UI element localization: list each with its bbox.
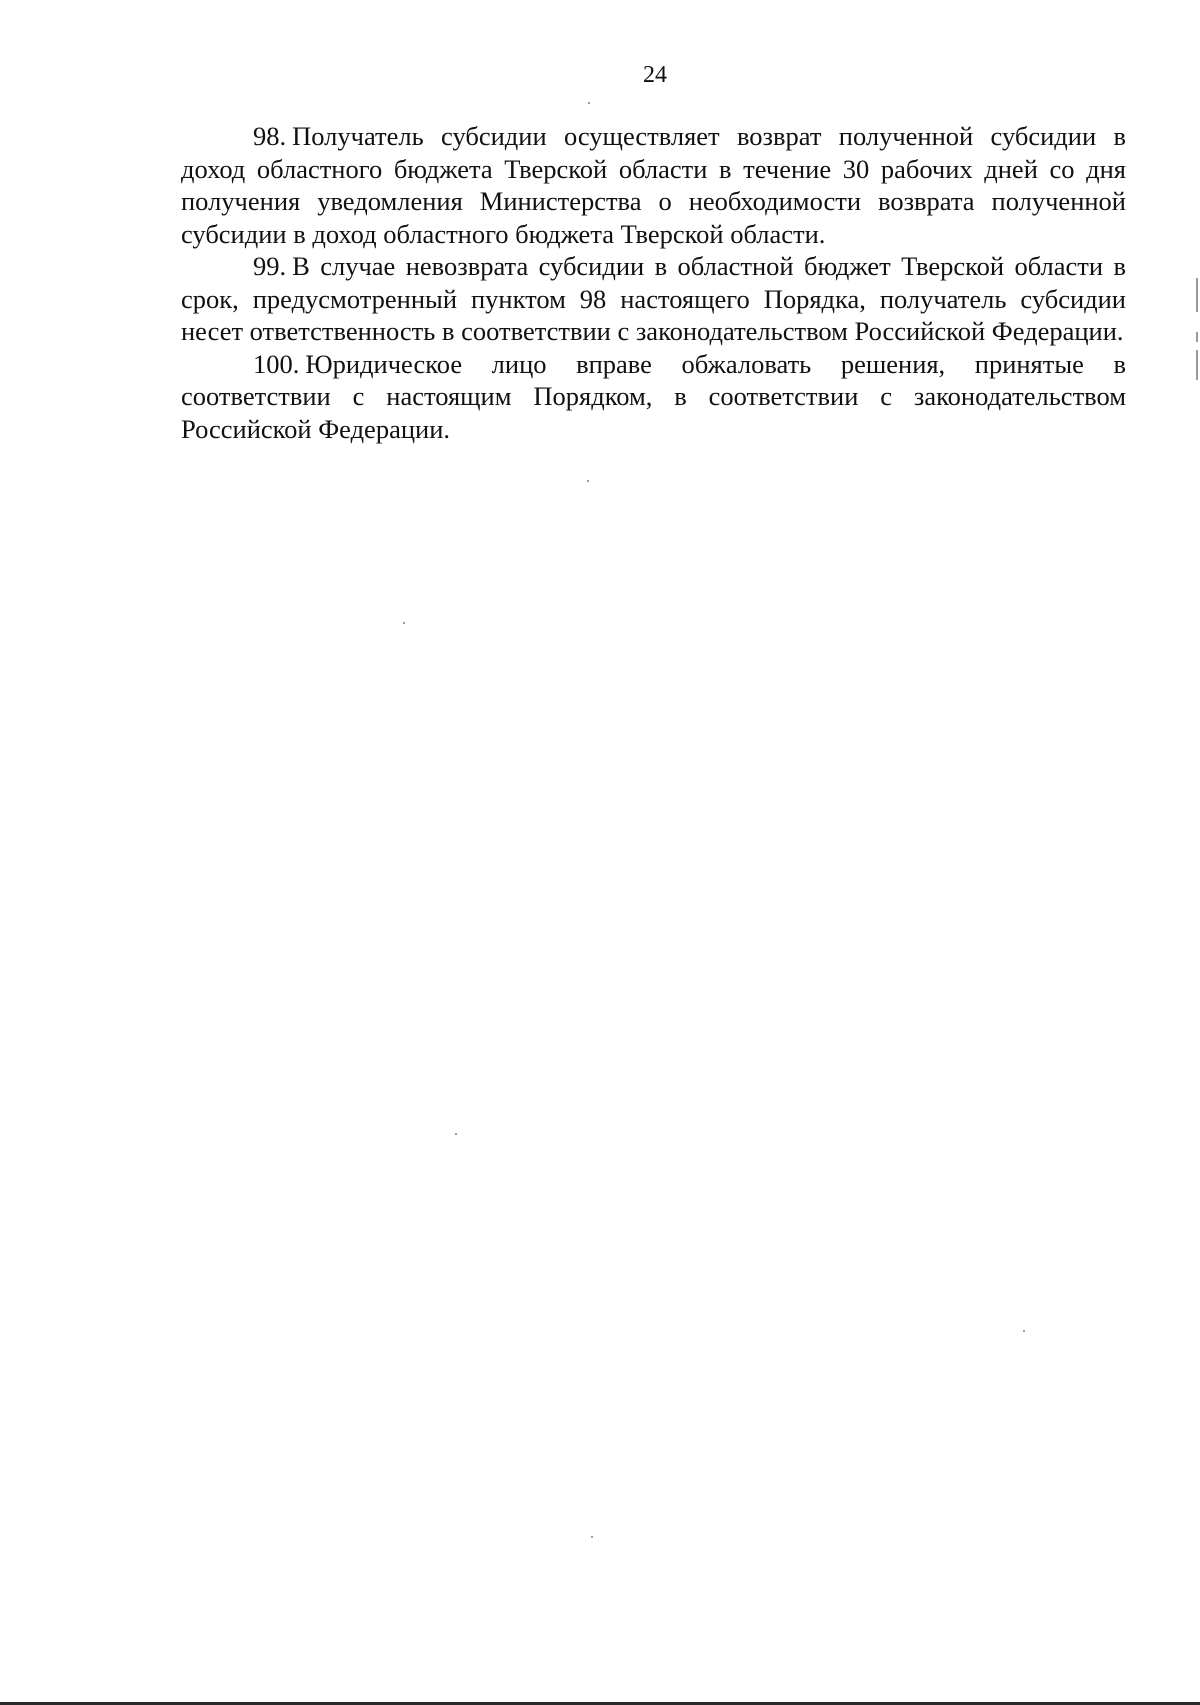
- paragraph-text: В случае невозврата субсидии в областной бюджет Тверской области в срок, предусмотренный пунктом 98 настоящего Порядка, получатель субсидии несет ответственность в соответствии с законодательством Российской Федерации.: [181, 251, 1126, 346]
- document-body: [181, 120, 1126, 445]
- scan-speck: [591, 1536, 593, 1538]
- paragraph-number: 100.: [253, 348, 300, 379]
- scan-edge-mark: [1196, 278, 1198, 312]
- scan-speck: [403, 622, 405, 624]
- scan-speck: [588, 102, 590, 104]
- scan-speck: [1023, 1330, 1025, 1332]
- scan-edge-mark: [1196, 332, 1198, 342]
- paragraph-100: [181, 348, 1126, 446]
- scan-edge-mark: [1196, 350, 1198, 380]
- paragraph-number: 98.: [253, 121, 287, 151]
- scan-speck: [587, 480, 589, 482]
- paragraph-text: Юридическое лицо вправе обжаловать решения, принятые в соответствии с настоящим Порядком, в соответствии с законодательством Российской Федерации.: [181, 348, 1126, 444]
- page-number: 24: [643, 62, 667, 88]
- paragraph-98: [181, 120, 1126, 250]
- paragraph-99: [181, 250, 1126, 348]
- paragraph-text: Получатель субсидии осуществляет возврат полученной субсидии в доход областного бюджета Тверской области в течение 30 рабочих дней со дня получения уведомления Министерства о необходимости возврата полученной субсидии в доход областного бюджета Тверской области.: [181, 121, 1126, 249]
- scan-speck: [455, 1133, 457, 1135]
- paragraph-number: 99.: [253, 251, 287, 281]
